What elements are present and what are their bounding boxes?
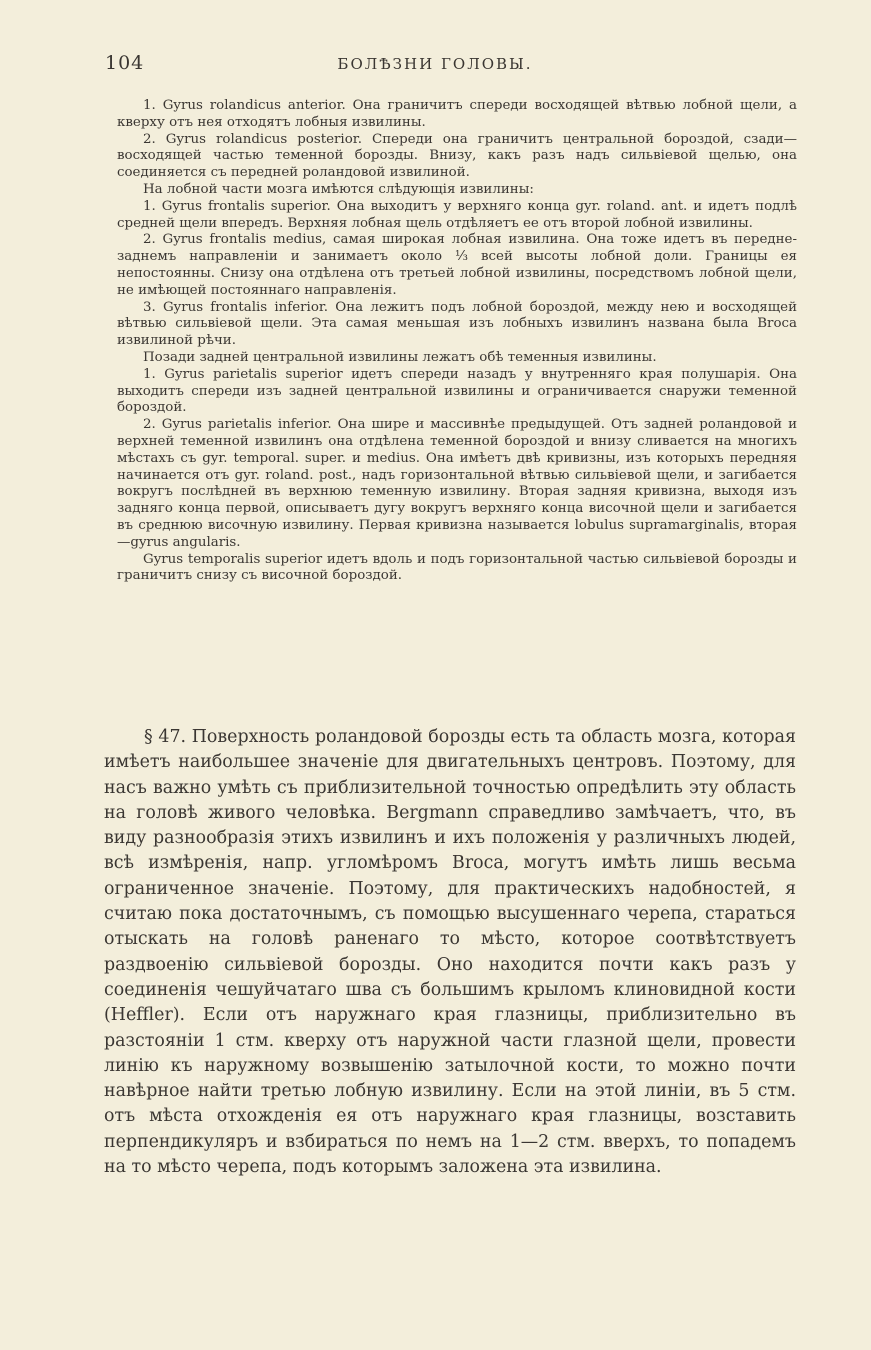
section-47-block	[104, 725, 796, 1180]
page-header	[105, 50, 765, 80]
page-number: 104	[105, 52, 145, 74]
gyri-description-block	[117, 98, 797, 585]
paragraph: 2. Gyrus frontalis medius, самая широкая лобная извилина. Она тоже идетъ въ передне-заднемъ направленіи и занимаетъ около ⅓ всей высоты лобной доли. Границы ея непостоянны. Снизу она отдѣлена отъ третьей лобной извилины, посредствомъ лобной щели, не имѣющей постояннаго направленія.	[117, 232, 797, 298]
paragraph: На лобной части мозга имѣются слѣдующія извилины:	[143, 181, 534, 197]
section-paragraph: § 47. Поверхность роландовой борозды есть та область мозга, которая имѣетъ наибольшее значеніе для двигательныхъ центровъ. Поэтому, для насъ важно умѣть съ приблизительной точностью опредѣлить эту область на головѣ живого человѣка. Bergmann справедливо замѣчаетъ, что, въ виду разнообразія этихъ извилинъ и ихъ положенія у различныхъ людей, всѣ измѣренія, напр. угломѣромъ Broca, могутъ имѣть лишь весьма ограниченное значеніе. Поэтому, для практическихъ надобностей, я считаю пока достаточнымъ, съ помощью высушеннаго черепа, стараться отыскать на головѣ раненаго то мѣсто, которое соотвѣтствуетъ раздвоенію сильвіевой борозды. Оно находится почти какъ разъ у соединенія чешуйчатаго шва съ большимъ крыломъ клиновидной кости (Heffler). Если отъ наружнаго края глазницы, приблизительно въ разстояніи 1 стм. кверху отъ наружной части глазной щели, провести линію къ наружному возвышенію затылочной кости, то можно почти навѣрное найти третью лобную извилину. Если на этой линіи, въ 5 стм. отъ мѣста отхожденія ея отъ наружнаго края глазницы, возставить перпендикуляръ и взбираться по немъ на 1—2 стм. вверхъ, то попадемъ на то мѣсто черепа, подъ которымъ заложена эта извилина.	[104, 727, 796, 1178]
paragraph: 2. Gyrus parietalis inferior. Она шире и массивнѣе предыдущей. Отъ задней роландовой и верхней теменной извилинъ она отдѣлена теменной бороздой и внизу сливается на многихъ мѣстахъ съ gyr. temporal. super. и medius. Она имѣетъ двѣ кривизны, изъ которыхъ передняя начинается отъ gyr. roland. post., надъ горизонтальной вѣтвью сильвіевой щели, и загибается вокругъ послѣдней въ верхнюю теменную извилину. Вторая задняя кривизна, выходя изъ задняго конца первой, описываетъ дугу вокругъ верхняго конца височной щели и загибается въ среднюю височную извилину. Первая кривизна называется lobulus supramarginalis, вторая—gyrus angularis.	[117, 417, 797, 550]
paragraph: Gyrus temporalis superior идетъ вдоль и подъ горизонтальной частью сильвіевой борозды и граничитъ снизу съ височной бороздой.	[117, 551, 797, 584]
paragraph: 1. Gyrus rolandicus anterior. Она граничитъ спереди восходящей вѣтвью лобной щели, а кверху отъ нея отходятъ лобныя извилины.	[117, 98, 797, 130]
paragraph: 3. Gyrus frontalis inferior. Она лежитъ подъ лобной бороздой, между нею и восходящей вѣтвью сильвіевой щели. Эта самая меньшая изъ лобныхъ извилинъ названа была Broca извилиной рѣчи.	[117, 299, 797, 349]
paragraph: 2. Gyrus rolandicus posterior. Спереди она граничитъ центральной бороздой, сзади—восходящей частью теменной борозды. Внизу, какъ разъ надъ сильвіевой щелью, она соединяется съ передней роландовой извилиной.	[117, 131, 797, 181]
paragraph: Позади задней центральной извилины лежатъ обѣ теменныя извилины.	[143, 349, 657, 365]
paragraph: 1. Gyrus frontalis superior. Она выходитъ у верхняго конца gyr. roland. ant. и идетъ подлѣ средней щели впередъ. Верхняя лобная щель отдѣляетъ ее отъ второй лобной извилины.	[117, 198, 797, 231]
running-title: БОЛѢЗНИ ГОЛОВЫ.	[337, 55, 533, 73]
paragraph: 1. Gyrus parietalis superior идетъ спереди назадъ у внутренняго края полушарія. Она выходитъ спереди изъ задней центральной извилины и ограничивается снаружи теменной бороздой.	[117, 366, 797, 416]
